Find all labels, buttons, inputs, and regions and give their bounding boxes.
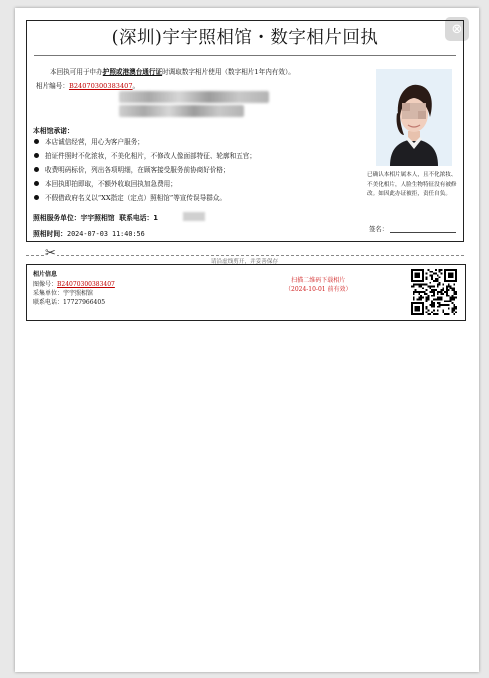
stub-phone-value: 17727966405 — [63, 299, 106, 306]
portrait-image — [376, 69, 452, 166]
bullet-icon — [34, 153, 39, 158]
cut-instruction: 请沿虚线剪开，并妥善保存 — [208, 259, 281, 265]
stub-phone — [33, 297, 105, 306]
signature-label: 签名： — [369, 225, 389, 233]
stub-unit-value: 宇宇照相馆 — [63, 290, 94, 297]
list-item — [33, 135, 363, 149]
intro-text: 本回执可用于申办 — [50, 68, 103, 76]
list-item — [33, 191, 363, 205]
promise-text: 不假借政府名义以“XX指定（定点）照相馆”等宣传误导群众。 — [45, 194, 226, 202]
photo-info-stub — [26, 264, 466, 321]
id-photo — [376, 69, 452, 166]
receipt-intro — [36, 65, 366, 93]
bullet-icon — [34, 181, 39, 186]
stub-photo-number-label: 图像号： — [33, 281, 58, 288]
photo-number-suffix: 。 — [132, 82, 140, 90]
contact-phone: 1 — [153, 214, 159, 222]
bullet-icon — [34, 195, 39, 200]
bullet-icon — [34, 139, 39, 144]
stub-title: 相片信息 — [33, 271, 58, 278]
time-value: 2024-07-03 11:40:56 — [66, 230, 145, 238]
signature-line — [390, 232, 456, 233]
service-label: 照相服务单位： — [33, 214, 81, 222]
photo-time — [33, 228, 145, 238]
photo-number-label: 相片编号： — [36, 82, 69, 90]
bullet-icon — [34, 167, 39, 172]
receipt-title: (深圳)宇宇照相馆・数字相片回执 — [111, 28, 379, 48]
qr-code-icon[interactable] — [411, 269, 457, 315]
service-name: 宇宇照相馆 — [80, 214, 115, 222]
list-item — [33, 163, 363, 177]
promise-text: 收费明码标价，列出各项明细，在顾客接受服务前协商好价格； — [45, 166, 230, 174]
scan-line-1: 扫描二维码下载相片 — [291, 277, 346, 284]
signature-field — [369, 224, 456, 233]
promise-title: 本相馆承诺： — [33, 127, 74, 135]
redacted-phone — [183, 212, 205, 221]
intro-highlight: 护照或港澳台通行证 — [102, 68, 163, 76]
time-label: 照相时间： — [33, 230, 67, 238]
service-unit — [33, 212, 158, 222]
stub-phone-label: 联系电话： — [33, 299, 64, 306]
photo-number: B24070300383407 — [68, 82, 133, 90]
redacted-line — [119, 91, 269, 103]
intro-text-2: 时调取数字相片使用（数字相片1年内有效）。 — [162, 68, 295, 76]
photo-receipt — [26, 20, 464, 242]
redacted-line — [119, 105, 244, 117]
list-item — [33, 149, 363, 163]
scan-line-2: （2024-10-01 前有效） — [285, 285, 352, 293]
confirm-text: 已确认本相片属本人，且不化浓妆、不美化相片，人脸生物特征没有被修改。如因此办证被拒，责任自负。 — [367, 172, 457, 197]
promise-text: 本店诚信经营，用心为客户服务； — [45, 138, 144, 146]
scissors-icon: ✂ — [44, 244, 57, 264]
scan-instruction — [285, 277, 352, 294]
promise-list — [33, 135, 363, 205]
stub-photo-number — [33, 279, 115, 288]
stub-unit — [33, 288, 93, 297]
promise-text: 拍证件照时不化浓妆，不美化相片，不修改人像面部特征、轮廓和五官； — [45, 152, 256, 160]
stub-unit-label: 采集单位： — [33, 290, 64, 297]
contact-label: 联系电话： — [119, 214, 154, 222]
promise-text: 本回执即拍即取，不额外收取回执加急费用； — [45, 180, 177, 188]
title-divider — [34, 55, 456, 56]
close-icon[interactable]: ⊗ — [445, 17, 469, 41]
stub-photo-number-value: B24070300383407 — [57, 281, 115, 288]
list-item — [33, 177, 363, 191]
